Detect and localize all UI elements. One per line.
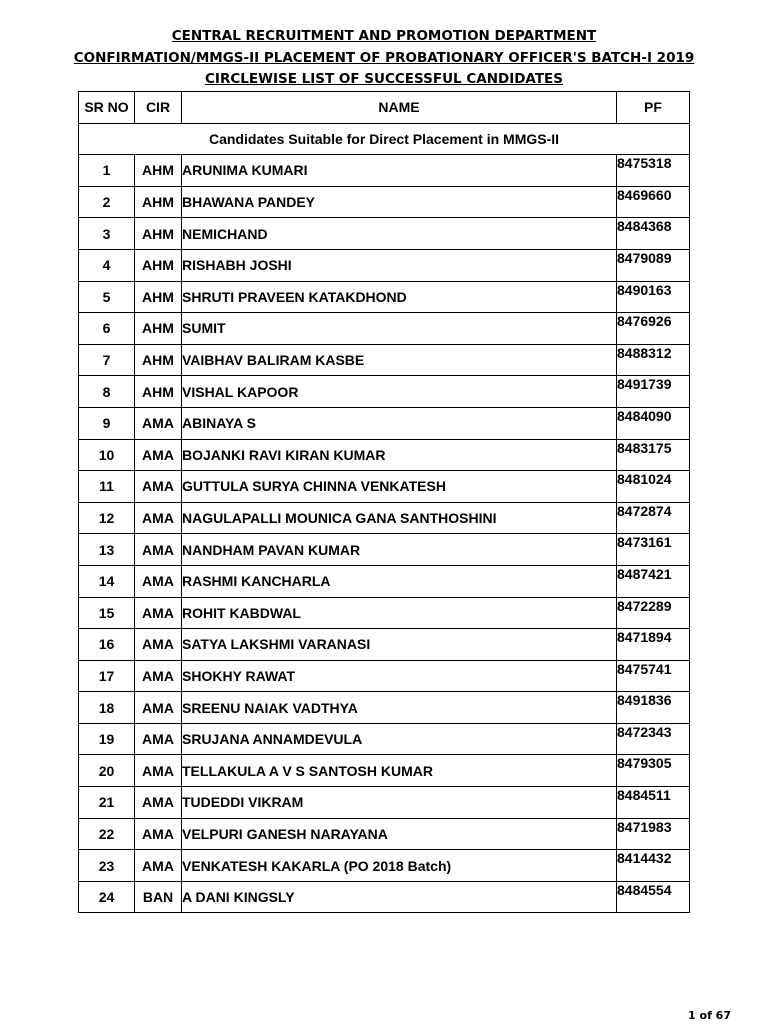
table-row: [79, 565, 690, 597]
cell-cir: AMA: [135, 660, 182, 692]
cell-sr-no: 14: [79, 565, 135, 597]
cell-sr-no: 17: [79, 660, 135, 692]
cell-name: VISHAL KAPOOR: [182, 376, 617, 408]
cell-sr-no: 11: [79, 471, 135, 503]
cell-sr-no: 16: [79, 629, 135, 661]
table-row: [79, 660, 690, 692]
cell-pf: 8491739: [617, 376, 690, 408]
cell-name: SATYA LAKSHMI VARANASI: [182, 629, 617, 661]
cell-pf: 8472343: [617, 723, 690, 755]
cell-sr-no: 21: [79, 787, 135, 819]
list-title: CIRCLEWISE LIST OF SUCCESSFUL CANDIDATES: [205, 71, 563, 87]
cell-name: TUDEDDI VIKRAM: [182, 787, 617, 819]
cell-pf: 8484368: [617, 218, 690, 250]
table-header-row: [79, 92, 690, 124]
cell-name: GUTTULA SURYA CHINNA VENKATESH: [182, 471, 617, 503]
table-row: [79, 502, 690, 534]
table-row: [79, 313, 690, 345]
cell-sr-no: 20: [79, 755, 135, 787]
cell-pf: 8491836: [617, 692, 690, 724]
cell-sr-no: 1: [79, 155, 135, 187]
cell-cir: AMA: [135, 534, 182, 566]
column-header-sr-no: SR NO: [79, 92, 135, 124]
cell-pf: 8471894: [617, 629, 690, 661]
cell-pf: 8475318: [617, 155, 690, 187]
cell-cir: AMA: [135, 850, 182, 882]
cell-name: ROHIT KABDWAL: [182, 597, 617, 629]
cell-name: RASHMI KANCHARLA: [182, 565, 617, 597]
table-row: [79, 818, 690, 850]
table-row: [79, 471, 690, 503]
cell-pf: 8479089: [617, 249, 690, 281]
cell-name: NANDHAM PAVAN KUMAR: [182, 534, 617, 566]
cell-pf: 8488312: [617, 344, 690, 376]
cell-sr-no: 4: [79, 249, 135, 281]
cell-name: ARUNIMA KUMARI: [182, 155, 617, 187]
cell-pf: 8473161: [617, 534, 690, 566]
table-row: [79, 597, 690, 629]
cell-cir: AMA: [135, 692, 182, 724]
cell-pf: 8414432: [617, 850, 690, 882]
table-row: [79, 281, 690, 313]
cell-name: SHOKHY RAWAT: [182, 660, 617, 692]
table-row: [79, 407, 690, 439]
table-row: [79, 755, 690, 787]
cell-name: TELLAKULA A V S SANTOSH KUMAR: [182, 755, 617, 787]
cell-name: NAGULAPALLI MOUNICA GANA SANTHOSHINI: [182, 502, 617, 534]
page-indicator: 1 of 67: [688, 1009, 731, 1022]
table-row: [79, 186, 690, 218]
cell-sr-no: 12: [79, 502, 135, 534]
cell-sr-no: 9: [79, 407, 135, 439]
cell-cir: AHM: [135, 376, 182, 408]
cell-cir: AHM: [135, 186, 182, 218]
cell-cir: AHM: [135, 155, 182, 187]
cell-pf: 8487421: [617, 565, 690, 597]
cell-name: SREENU NAIAK VADTHYA: [182, 692, 617, 724]
cell-pf: 8476926: [617, 313, 690, 345]
cell-sr-no: 5: [79, 281, 135, 313]
column-header-name: NAME: [182, 92, 617, 124]
candidates-table: [78, 91, 690, 913]
cell-name: SRUJANA ANNAMDEVULA: [182, 723, 617, 755]
table-row: [79, 881, 690, 913]
table-row: [79, 439, 690, 471]
cell-cir: BAN: [135, 881, 182, 913]
cell-pf: 8484090: [617, 407, 690, 439]
cell-name: VAIBHAV BALIRAM KASBE: [182, 344, 617, 376]
cell-cir: AHM: [135, 313, 182, 345]
cell-cir: AHM: [135, 281, 182, 313]
cell-sr-no: 15: [79, 597, 135, 629]
cell-cir: AMA: [135, 629, 182, 661]
table-row: [79, 155, 690, 187]
cell-sr-no: 18: [79, 692, 135, 724]
cell-sr-no: 22: [79, 818, 135, 850]
cell-sr-no: 8: [79, 376, 135, 408]
cell-pf: 8479305: [617, 755, 690, 787]
cell-name: RISHABH JOSHI: [182, 249, 617, 281]
cell-name: A DANI KINGSLY: [182, 881, 617, 913]
column-header-cir: CIR: [135, 92, 182, 124]
section-row: [79, 123, 690, 155]
cell-sr-no: 10: [79, 439, 135, 471]
cell-cir: AMA: [135, 723, 182, 755]
cell-pf: 8484554: [617, 881, 690, 913]
cell-pf: 8481024: [617, 471, 690, 503]
table-row: [79, 787, 690, 819]
cell-cir: AMA: [135, 818, 182, 850]
cell-sr-no: 23: [79, 850, 135, 882]
table-row: [79, 218, 690, 250]
cell-name: BHAWANA PANDEY: [182, 186, 617, 218]
cell-cir: AMA: [135, 471, 182, 503]
cell-pf: 8483175: [617, 439, 690, 471]
cell-name: VENKATESH KAKARLA (PO 2018 Batch): [182, 850, 617, 882]
department-title: CENTRAL RECRUITMENT AND PROMOTION DEPARTMENT: [171, 28, 597, 44]
table-row: [79, 249, 690, 281]
cell-cir: AHM: [135, 344, 182, 376]
table-row: [79, 692, 690, 724]
document-title: CONFIRMATION/MMGS-II PLACEMENT OF PROBATIONARY OFFICER'S BATCH-I 2019: [73, 50, 695, 66]
section-title: Candidates Suitable for Direct Placement in MMGS-II: [79, 123, 690, 155]
cell-pf: 8469660: [617, 186, 690, 218]
cell-pf: 8472289: [617, 597, 690, 629]
cell-cir: AHM: [135, 249, 182, 281]
cell-pf: 8472874: [617, 502, 690, 534]
cell-sr-no: 7: [79, 344, 135, 376]
cell-cir: AMA: [135, 439, 182, 471]
cell-name: BOJANKI RAVI KIRAN KUMAR: [182, 439, 617, 471]
cell-cir: AHM: [135, 218, 182, 250]
cell-name: NEMICHAND: [182, 218, 617, 250]
cell-cir: AMA: [135, 407, 182, 439]
cell-pf: 8490163: [617, 281, 690, 313]
cell-name: ABINAYA S: [182, 407, 617, 439]
cell-name: SUMIT: [182, 313, 617, 345]
cell-sr-no: 6: [79, 313, 135, 345]
cell-pf: 8475741: [617, 660, 690, 692]
cell-cir: AMA: [135, 597, 182, 629]
table-row: [79, 376, 690, 408]
table-row: [79, 344, 690, 376]
cell-cir: AMA: [135, 502, 182, 534]
table-row: [79, 850, 690, 882]
cell-cir: AMA: [135, 755, 182, 787]
cell-sr-no: 3: [79, 218, 135, 250]
cell-cir: AMA: [135, 565, 182, 597]
cell-sr-no: 24: [79, 881, 135, 913]
cell-name: SHRUTI PRAVEEN KATAKDHOND: [182, 281, 617, 313]
cell-name: VELPURI GANESH NARAYANA: [182, 818, 617, 850]
cell-sr-no: 13: [79, 534, 135, 566]
table-row: [79, 534, 690, 566]
cell-cir: AMA: [135, 787, 182, 819]
cell-sr-no: 19: [79, 723, 135, 755]
cell-sr-no: 2: [79, 186, 135, 218]
cell-pf: 8484511: [617, 787, 690, 819]
cell-pf: 8471983: [617, 818, 690, 850]
table-row: [79, 629, 690, 661]
table-row: [79, 723, 690, 755]
column-header-pf: PF: [617, 92, 690, 124]
